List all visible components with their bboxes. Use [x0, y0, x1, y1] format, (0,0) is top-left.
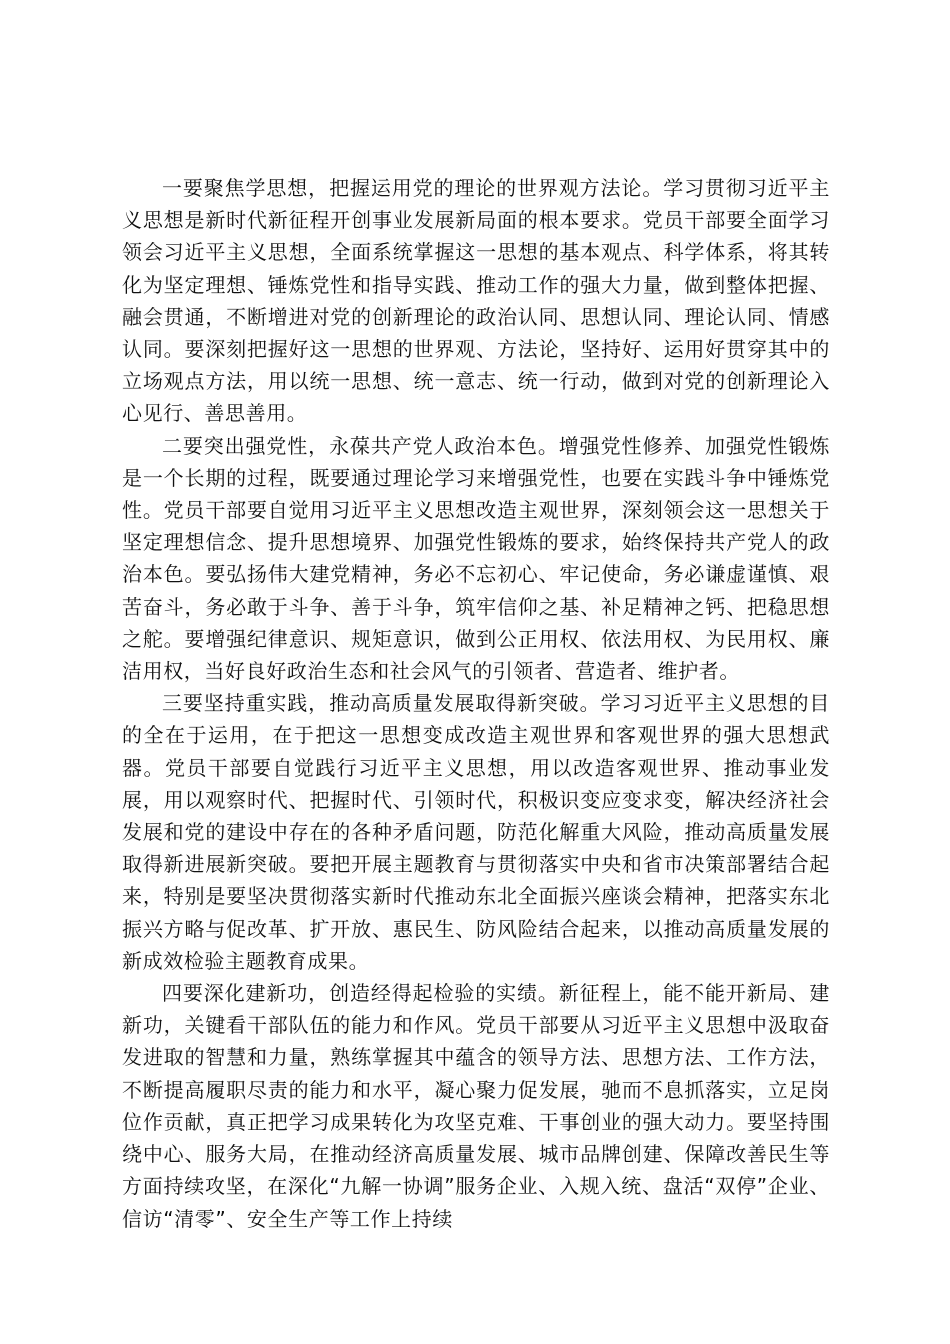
paragraph-2-text: 增强党性修养、加强党性锻炼是一个长期的过程，既要通过理论学习来增强党性，也要在实践斗争中锤炼党性。党员干部要自觉用习近平主义思想改造主观世界，深刻领会这一思想关于坚定理想信念、提升思想境界、加强党性锻炼的要求，始终保持共产党人的政治本色。要弘扬伟大建党精神，务必不忘初心、牢记使命，务必谦虚谨慎、艰苦奋斗，务必敢于斗争、善于斗争，筑牢信仰之基、补足精神之钙、把稳思想之舵。要增强纪律意识、规矩意识，做到公正用权、依法用权、为民用权、廉洁用权，当好良好政治生态和社会风气的引领者、营造者、维护者。 [122, 433, 830, 684]
paragraph-4-lead: 四要深化建新功，创造经得起检验的实绩。 [162, 981, 559, 1006]
paragraph-2-lead: 二要突出强党性，永葆共产党人政治本色。 [162, 433, 559, 458]
paragraph-3-text: 学习习近平主义思想的目的全在于运用，在于把这一思想变成改造主观世界和客观世界的强大思想武器。党员干部要自觉践行习近平主义思想，用以改造客观世界、推动事业发展，用以观察时代、把握时代、引领时代，积极识变应变求变，解决经济社会发展和党的建设中存在的各种矛盾问题，防范化解重大风险，推动高质量发展取得新进展新突破。要把开展主题教育与贯彻落实中央和省市决策部署结合起来，特别是要坚决贯彻落实新时代推动东北全面振兴座谈会精神，把落实东北振兴方略与促改革、扩开放、惠民生、防风险结合起来，以推动高质量发展的新成效检验主题教育成果。 [122, 691, 830, 973]
paragraph-4 [122, 977, 830, 1235]
paragraph-2 [122, 430, 830, 688]
paragraph-1-lead: 一要聚焦学思想，把握运用党的理论的世界观方法论。 [162, 176, 664, 200]
document-body [122, 172, 830, 1235]
paragraph-4-text: 新征程上，能不能开新局、建新功，关键看干部队伍的能力和作风。党员干部要从习近平主义思想中汲取奋发进取的智慧和力量，熟练掌握其中蕴含的领导方法、思想方法、工作方法，不断提高履职尽责的能力和水平，凝心聚力促发展，驰而不息抓落实，立足岗位作贡献，真正把学习成果转化为攻坚克难、干事创业的强大动力。要坚持围绕中心、服务大局，在推动经济高质量发展、城市品牌创建、保障改善民生等方面持续攻坚，在深化“九解一协调”服务企业、入规入统、盘活“双停”企业、信访“清零”、安全生产等工作上持续 [122, 981, 830, 1231]
paragraph-1 [122, 172, 830, 430]
paragraph-3 [122, 687, 830, 977]
paragraph-1-text: 学习贯彻习近平主义思想是新时代新征程开创事业发展新局面的根本要求。党员干部要全面学习领会习近平主义思想，全面系统掌握这一思想的基本观点、科学体系，将其转化为坚定理想、锤炼党性和指导实践、推动工作的强大力量，做到整体把握、融会贯通，不断增进对党的创新理论的政治认同、思想认同、理论认同、情感认同。要深刻把握好这一思想的世界观、方法论，坚持好、运用好贯穿其中的立场观点方法，用以统一思想、统一意志、统一行动，做到对党的创新理论入心见行、善思善用。 [122, 176, 830, 426]
paragraph-3-lead: 三要坚持重实践，推动高质量发展取得新突破。 [162, 691, 601, 716]
